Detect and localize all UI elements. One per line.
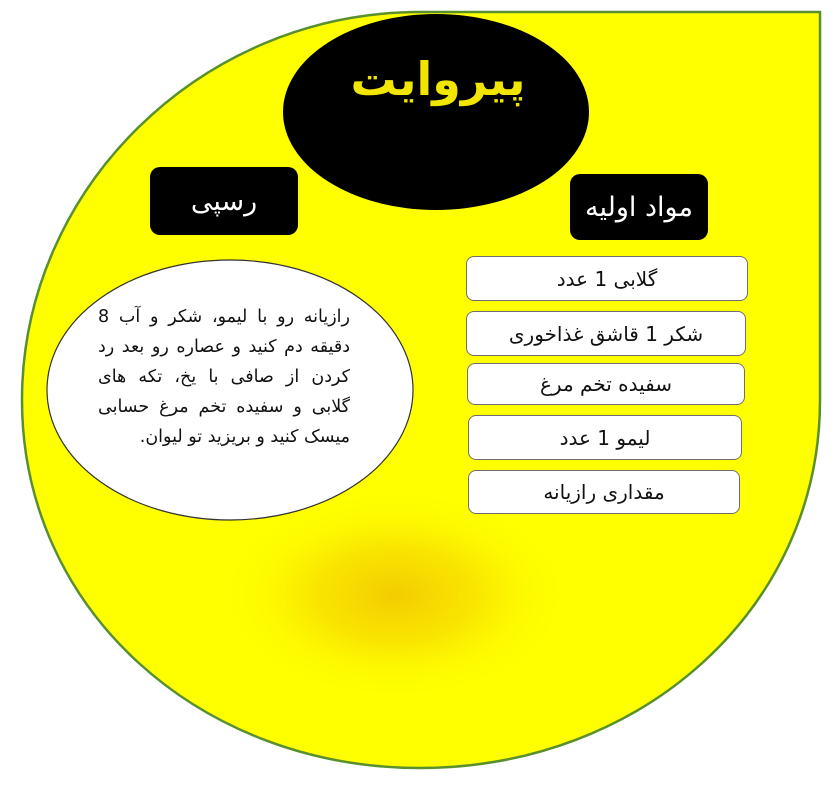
recipe-label: رسپی <box>150 167 298 235</box>
ingredients-label: مواد اولیه <box>570 174 708 240</box>
glow-spot <box>220 490 570 700</box>
ingredient-item-pear: گلابی 1 عدد <box>466 256 748 301</box>
ingredient-item-lemon: لیمو 1 عدد <box>468 415 742 460</box>
title-ellipse <box>283 14 589 210</box>
page-title: پیروایت <box>350 52 526 106</box>
recipe-instructions: رازیانه رو با لیمو، شکر و آب 8 دقیقه دم کنید و عصاره رو بعد رد کردن از صافی با یخ، تکه های گلابی و سفیده تخم مرغ حسابی میسک کنید و بریزید تو لیوان. <box>98 307 350 447</box>
ingredient-item-fennel: مقداری رازیانه <box>468 470 740 514</box>
ingredient-item-sugar: شکر 1 قاشق غذاخوری <box>466 311 746 356</box>
ingredient-item-egg-white: سفیده تخم مرغ <box>467 363 745 405</box>
